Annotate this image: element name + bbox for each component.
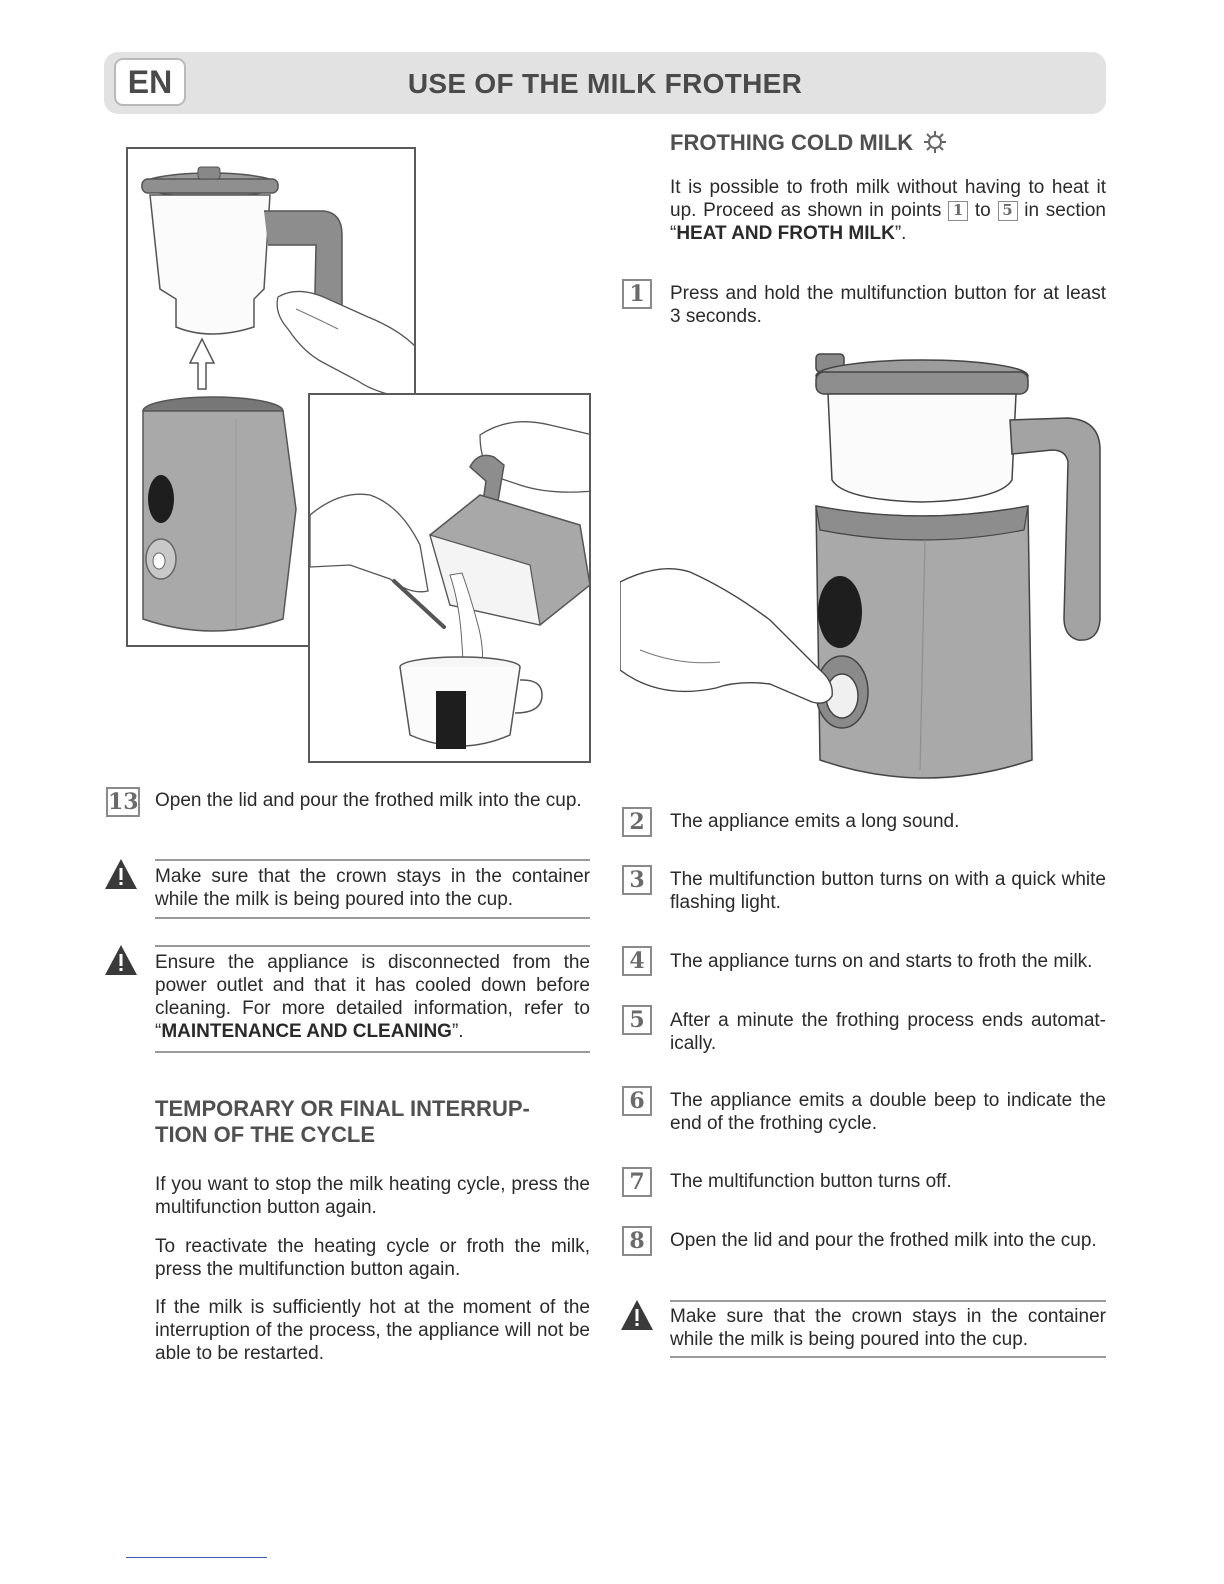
inline-step-1-ref: 1 xyxy=(948,201,968,221)
step-number-7: 7 xyxy=(622,1167,652,1197)
page-title: USE OF THE MILK FROTHER xyxy=(407,68,803,99)
step-6-text: The appliance emits a double beep to indicate the end of the frothing cycle. xyxy=(670,1090,1106,1134)
warning-2-text: Ensure the appliance is disconnected from the power outlet and that it has cooled down before cleaning. For more detailed information, refer to “MAINTENANCE AND CLEANING”. xyxy=(155,952,590,1042)
interruption-paragraph-2: To reactivate the heating cycle or froth the milk, press the multifunction button again. xyxy=(155,1236,590,1280)
step-number-1: 1 xyxy=(622,279,652,309)
step-2-text: The appliance emits a long sound. xyxy=(670,811,960,832)
illustration-press-button xyxy=(620,350,1110,790)
step-number-8: 8 xyxy=(622,1226,652,1256)
step-8-text: Open the lid and pour the frothed milk into the cup. xyxy=(670,1230,1097,1251)
right-warning-text: Make sure that the crown stays in the container while the milk is being poured into the cup. xyxy=(670,1306,1106,1350)
interruption-section-title: TEMPORARY OR FINAL INTERRUP- TION OF THE CYCLE xyxy=(155,1096,530,1147)
inline-step-5-ref: 5 xyxy=(998,201,1018,221)
warning-triangle-icon xyxy=(104,944,138,976)
warning-triangle-icon xyxy=(620,1299,654,1331)
step-7-text: The multifunction button turns off. xyxy=(670,1171,952,1192)
cold-snowflake-icon xyxy=(923,130,947,154)
warning-2-top-rule xyxy=(155,945,590,947)
step-number-13: 13 xyxy=(108,789,139,815)
warning-triangle-icon xyxy=(104,858,138,890)
heat-froth-reference: HEAT AND FROTH MILK xyxy=(676,223,895,244)
step-5-text: After a minute the frothing process ends automat-ically. xyxy=(670,1010,1106,1054)
step-number-4: 4 xyxy=(622,946,652,976)
language-badge: EN xyxy=(114,58,186,106)
step-1-text: Press and hold the multifunction button for at least 3 seconds. xyxy=(670,283,1106,327)
right-warning-top-rule xyxy=(670,1300,1106,1302)
warning-1-text: Make sure that the crown stays in the container while the milk is being poured into the cup. xyxy=(155,866,590,910)
warning-1-top-rule xyxy=(155,859,590,861)
frothing-intro-text: It is possible to froth milk without having to heat it up. Proceed as shown in points 1 to 5 in section “HEAT AND FROTH MILK”. xyxy=(670,177,1106,244)
step-3-text: The multifunction button turns on with a quick white flashing light. xyxy=(670,869,1106,913)
warning-1-bottom-rule xyxy=(155,917,590,919)
footnote-rule xyxy=(126,1557,267,1558)
illustration-pour-milk xyxy=(308,393,591,763)
maintenance-reference: MAINTENANCE AND CLEANING xyxy=(161,1021,452,1042)
step-number-3: 3 xyxy=(622,865,652,895)
step-number-2: 2 xyxy=(622,807,652,837)
step-number-5: 5 xyxy=(622,1005,652,1035)
right-warning-bottom-rule xyxy=(670,1356,1106,1358)
interruption-paragraph-3: If the milk is sufficiently hot at the moment of the interruption of the process, the appliance will not be able to be restarted. xyxy=(155,1297,590,1364)
frothing-cold-milk-title: FROTHING COLD MILK xyxy=(670,130,1106,156)
interruption-paragraph-1: If you want to stop the milk heating cycle, press the multifunction button again. xyxy=(155,1174,590,1218)
warning-2-bottom-rule xyxy=(155,1051,590,1053)
page-header xyxy=(104,52,1106,114)
step-4-text: The appliance turns on and starts to froth the milk. xyxy=(670,951,1093,972)
step-13-text: Open the lid and pour the frothed milk into the cup. xyxy=(155,790,582,811)
step-number-6: 6 xyxy=(622,1086,652,1116)
